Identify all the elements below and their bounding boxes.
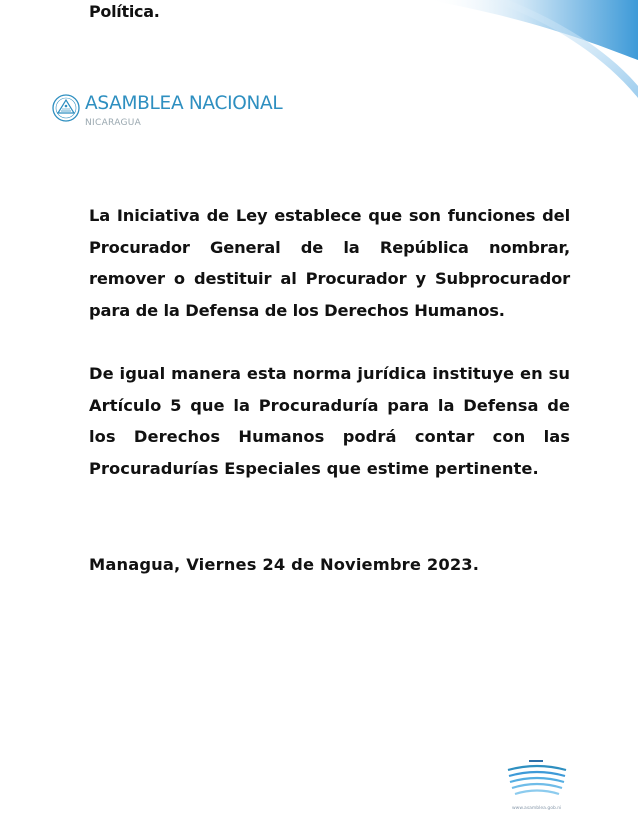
logo-subtitle-text: NICARAGUA (85, 118, 142, 128)
logo-name-text: ASAMBLEA NACIONAL (85, 93, 283, 114)
nicaragua-emblem-icon (52, 94, 80, 124)
paragraph-article-5: De igual manera esta norma jurídica instituye en su Artículo 5 que la Procuraduría para la Defensa de los Derechos Humanos podrá contar con las Procuradurías Especiales que estime pertinente. (89, 364, 570, 478)
asamblea-nacional-logo (52, 94, 312, 134)
paragraph-initiative-functions: La Iniciativa de Ley establece que son funciones del Procurador General de la República nombrar, remover o destituir al Procurador y Subprocurador para de la Defensa de los Derechos Humanos. (89, 206, 570, 320)
previous-page-text-fragment: Política. (89, 2, 160, 21)
assembly-hemicycle-icon (505, 758, 569, 806)
corner-decoration-graphic (418, 0, 638, 100)
paragraph-date-signature: Managua, Viernes 24 de Noviembre 2023. (89, 555, 480, 574)
footer-website-text: www.asamblea.gob.ni (512, 806, 562, 811)
